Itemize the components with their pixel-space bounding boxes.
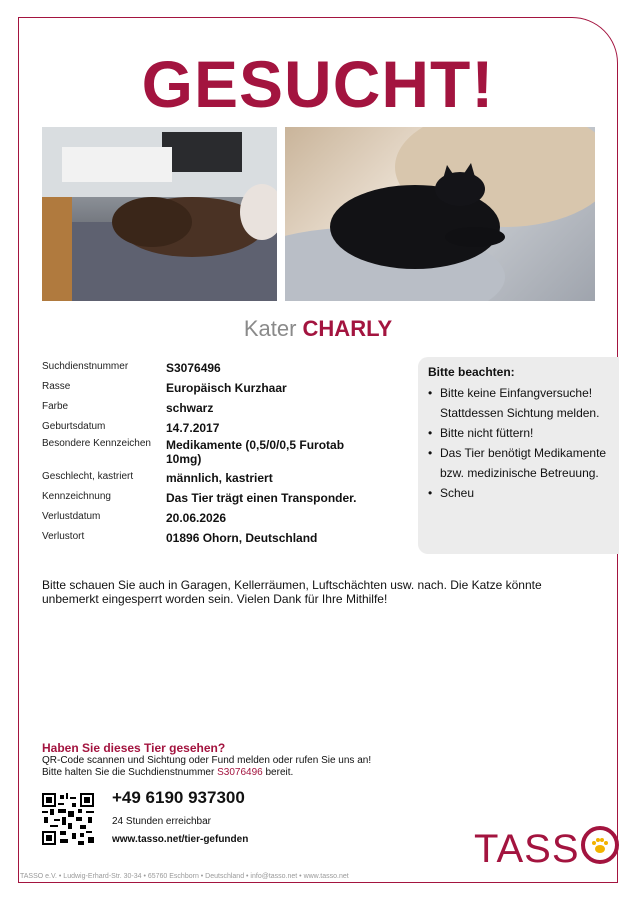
detail-key: Farbe	[42, 401, 69, 412]
detail-key: Besondere Kennzeichen	[42, 438, 151, 449]
detail-row	[42, 471, 412, 491]
detail-row	[42, 381, 412, 401]
qr-code-icon[interactable]	[42, 793, 94, 850]
detail-value: männlich, kastriert	[166, 471, 273, 485]
contact-line-2-suffix: bereit.	[265, 767, 294, 778]
detail-row	[42, 531, 412, 551]
contact-line-2	[42, 767, 542, 779]
footer-address: TASSO e.V. • Ludwig-Erhard-Str. 30-34 • 65760 Eschborn • Deutschland • info@tasso.net • www.tasso.net	[20, 873, 349, 880]
detail-row	[42, 361, 412, 381]
tasso-logo	[474, 826, 619, 872]
detail-value: 20.06.2026	[166, 511, 227, 525]
detail-row	[42, 438, 412, 471]
contact-search-number: S3076496	[217, 767, 263, 778]
detail-value: schwarz	[166, 401, 214, 415]
detail-key: Geschlecht, kastriert	[42, 471, 134, 482]
logo-text: TASS	[474, 827, 580, 871]
detail-value: 01896 Ohorn, Deutschland	[166, 531, 318, 545]
detail-value: S3076496	[166, 361, 221, 375]
headline: GESUCHT!	[141, 47, 495, 121]
notice-item: • Scheu	[438, 483, 609, 503]
notice-list	[428, 383, 609, 503]
detail-value: Das Tier trägt einen Transponder.	[166, 491, 357, 505]
detail-key: Rasse	[42, 381, 71, 392]
report-link[interactable]: www.tasso.net/tier-gefunden	[112, 834, 249, 845]
paw-icon	[581, 826, 619, 864]
notice-item: • Bitte nicht füttern!	[438, 423, 609, 443]
detail-row	[42, 421, 412, 438]
detail-row	[42, 511, 412, 531]
availability-text: 24 Stunden erreichbar	[112, 816, 211, 827]
subtitle	[0, 316, 636, 342]
detail-row	[42, 401, 412, 421]
notice-item: • Das Tier benötigt Medikamente bzw. medizinische Betreuung.	[438, 443, 609, 483]
notice-box	[418, 357, 619, 554]
detail-value: Medikamente (0,5/0/0,5 Furotab 10mg)	[166, 438, 345, 466]
detail-row	[42, 491, 412, 511]
detail-key: Suchdienstnummer	[42, 361, 129, 372]
notice-title: Bitte beachten:	[428, 365, 515, 379]
contact-instructions	[42, 755, 542, 779]
contact-heading: Haben Sie dieses Tier gesehen?	[42, 741, 226, 755]
cat-photo-2-illustration	[285, 127, 595, 301]
detail-key: Geburtsdatum	[42, 421, 106, 432]
phone-number[interactable]: +49 6190 937300	[112, 788, 245, 807]
detail-value: Europäisch Kurzhaar	[166, 381, 287, 395]
detail-key: Verlustdatum	[42, 511, 101, 522]
photo-1-cat	[42, 127, 277, 301]
contact-line-1: QR-Code scannen und Sichtung oder Fund melden oder rufen Sie uns an!	[42, 755, 372, 766]
pet-name: CHARLY	[302, 316, 393, 341]
cat-photo-1-illustration	[42, 127, 277, 301]
subtitle-prefix: Kater	[243, 316, 297, 341]
search-hint-paragraph: Bitte schauen Sie auch in Garagen, Kellerräumen, Luftschächten usw. nach. Die Katze könnte unbemerkt eingesperrt worden sein. Vielen Dank für Ihre Mithilfe!	[42, 578, 542, 606]
detail-value: 14.7.2017	[166, 421, 220, 435]
detail-key: Kennzeichnung	[42, 491, 111, 502]
notice-item: • Bitte keine Einfangversuche! Stattdessen Sichtung melden.	[438, 383, 609, 423]
detail-key: Verlustort	[42, 531, 85, 542]
contact-line-2-prefix: Bitte halten Sie die Suchdienstnummer	[42, 767, 215, 778]
details-table	[42, 361, 412, 551]
photo-2-cat	[285, 127, 595, 301]
